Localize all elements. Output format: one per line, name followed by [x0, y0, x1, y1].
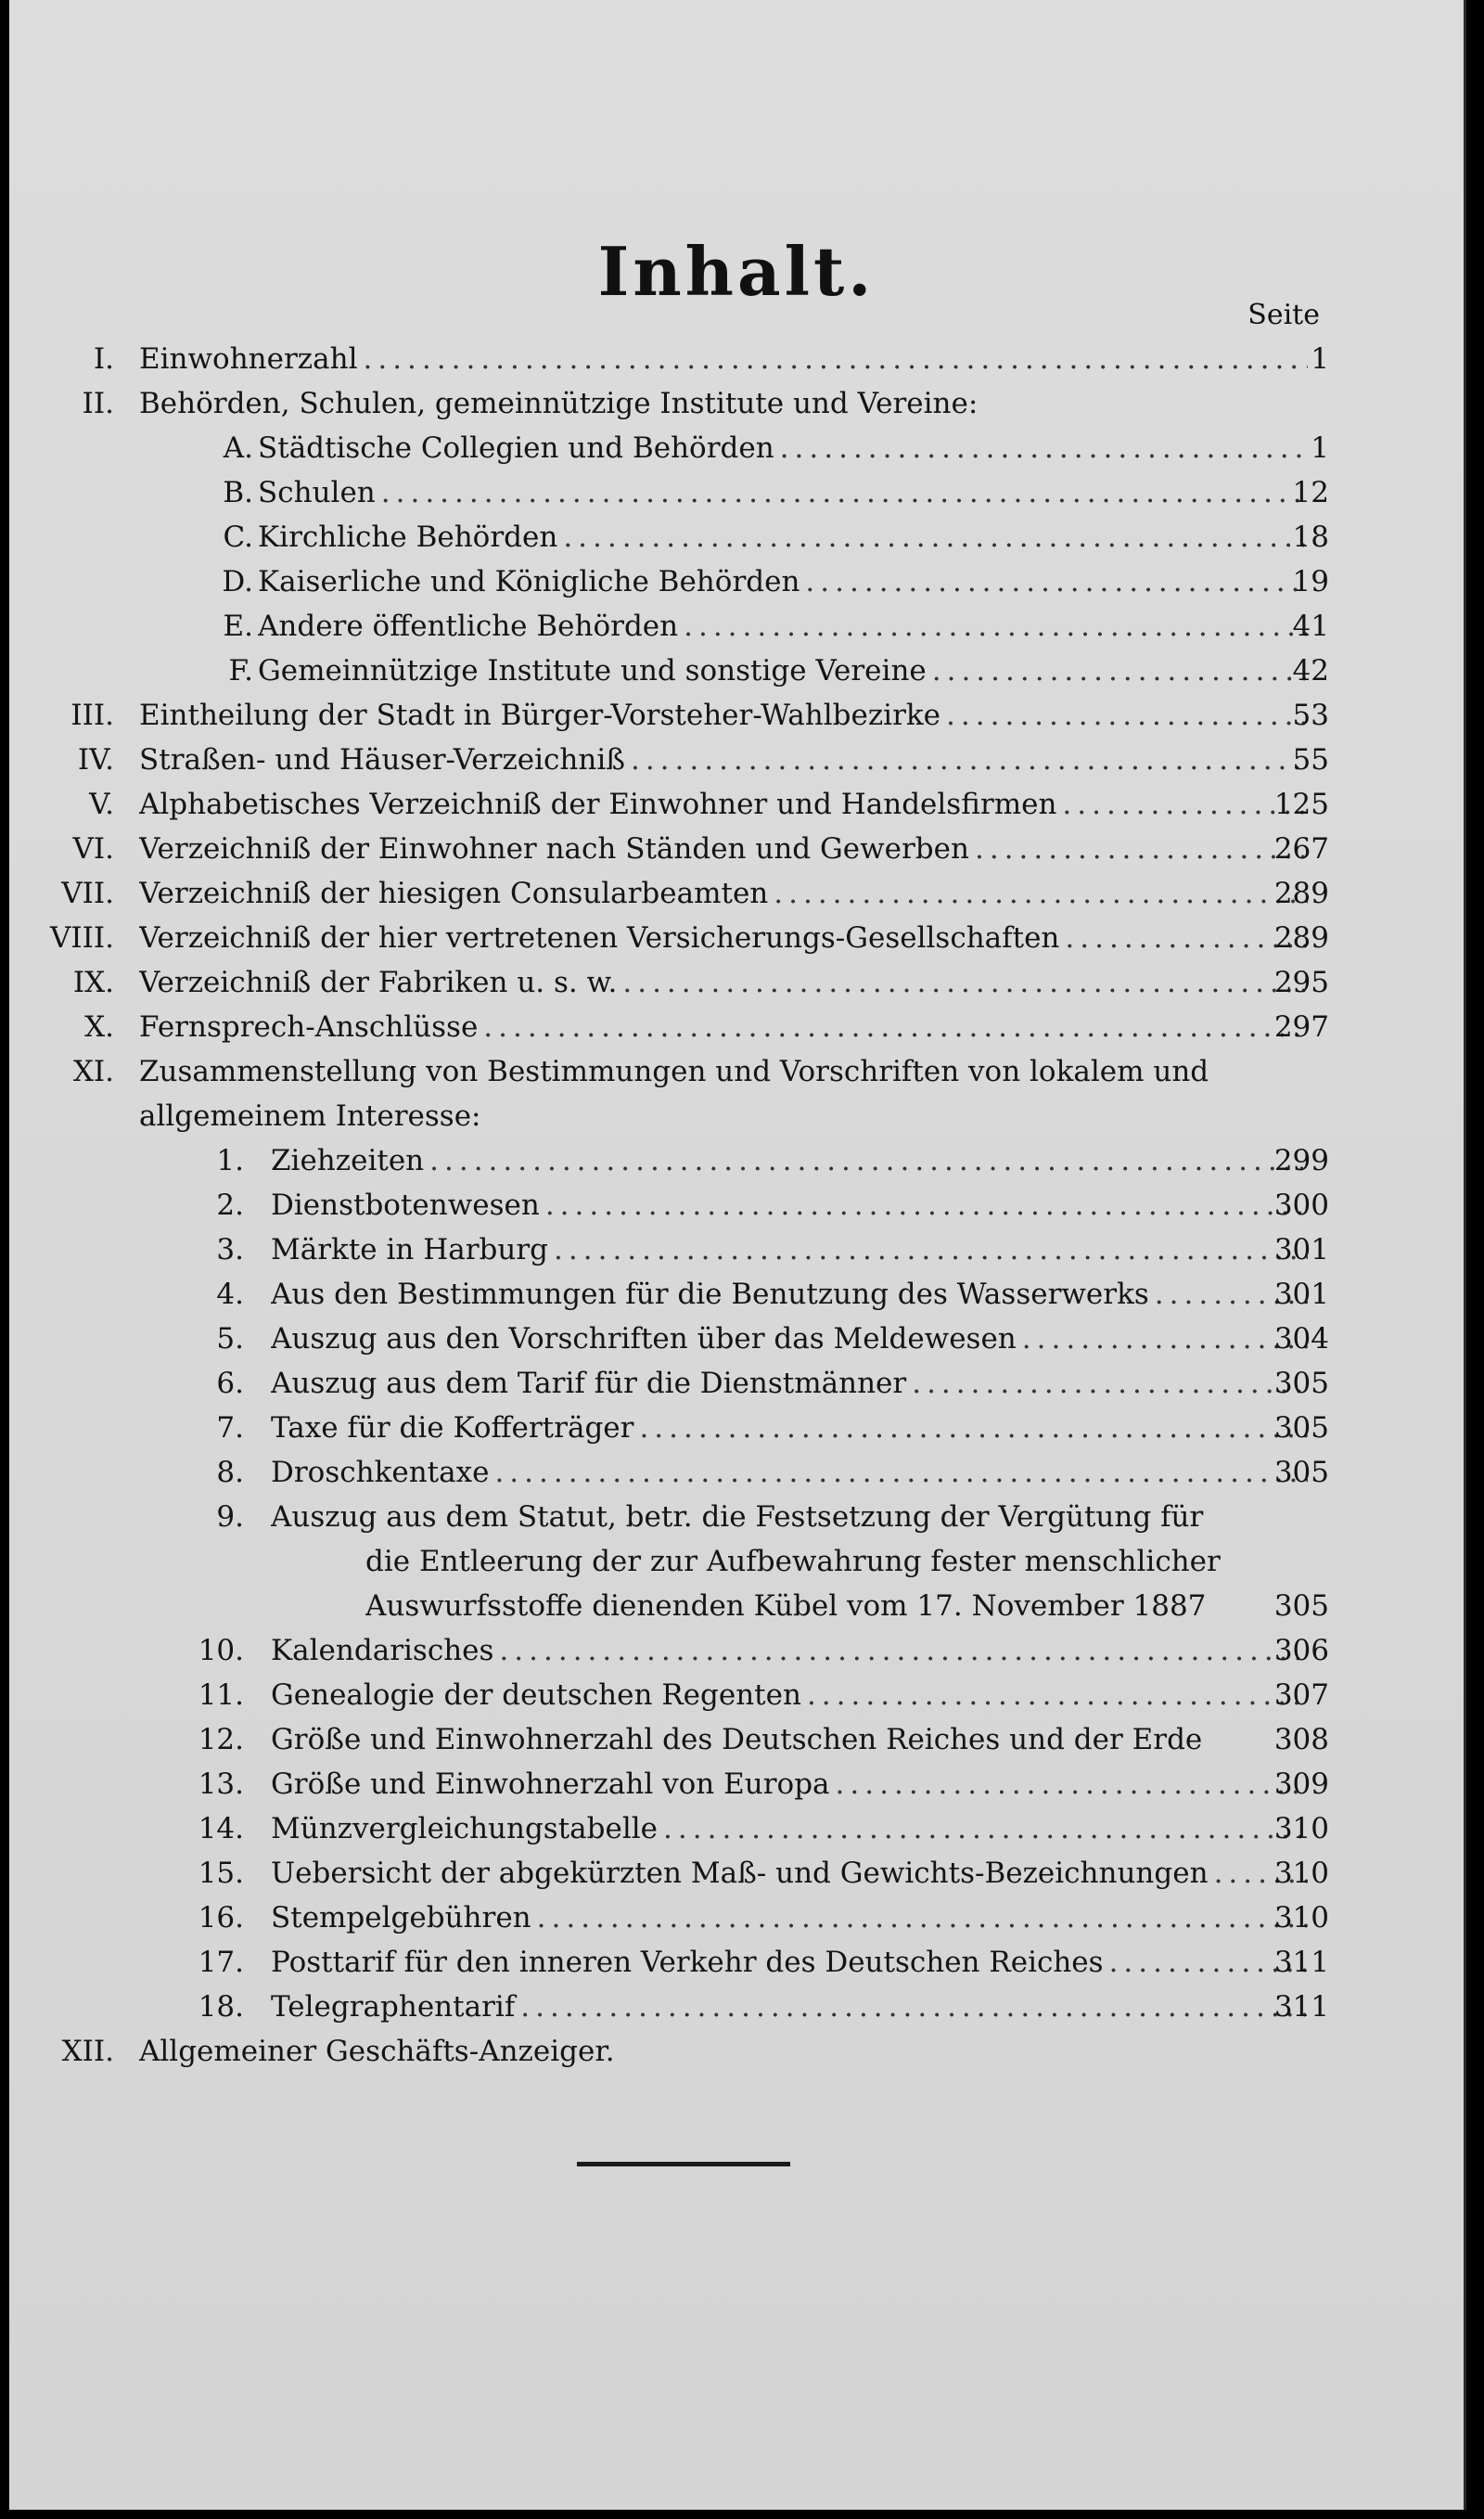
toc-entry-text-wrap [258, 521, 1308, 554]
toc-entry-title: Genealogie der deutschen Regenten [271, 1678, 801, 1712]
toc-entry-title: Märkte in Harburg [271, 1233, 549, 1266]
toc-entry-text-wrap [139, 921, 1308, 955]
document-page [9, 0, 1466, 2510]
toc-entry [9, 1407, 1464, 1452]
toc-entry-page: 310 [1273, 1812, 1329, 1845]
toc-entry-page: 55 [1292, 743, 1329, 777]
dot-leader [483, 1010, 1308, 1044]
toc-entry-text-wrap [258, 476, 1308, 509]
toc-entry-page: 311 [1273, 1990, 1329, 2024]
toc-entry-page: 289 [1273, 921, 1329, 955]
toc-entry-title: Verzeichniß der Fabriken u. s. w. [139, 966, 618, 999]
dot-leader [932, 654, 1308, 688]
toc-entry [9, 472, 1464, 517]
toc-entry-number: I. [93, 342, 114, 376]
toc-entry-text-wrap [271, 1723, 1308, 1756]
dot-leader [684, 610, 1308, 643]
toc-entry-text-wrap [139, 1099, 1308, 1133]
toc-entry-number: XII. [61, 2035, 114, 2068]
toc-entry-number: IX. [72, 966, 114, 999]
toc-entry [9, 1630, 1464, 1675]
dot-leader [563, 521, 1308, 554]
toc-entry-text-wrap [365, 1589, 1308, 1623]
table-of-contents [9, 339, 1464, 2076]
toc-entry-title: Kaiserliche und Königliche Behörden [258, 565, 800, 598]
toc-entry-number: A. [223, 431, 253, 465]
toc-entry [9, 739, 1464, 784]
toc-entry-page: 12 [1292, 476, 1329, 509]
toc-entry-page: 301 [1273, 1278, 1329, 1311]
toc-entry-text-wrap [139, 743, 1308, 777]
toc-entry-number: 16. [198, 1901, 244, 1934]
toc-entry-text-wrap [258, 431, 1308, 465]
toc-entry-title: Städtische Collegien und Behörden [258, 431, 774, 465]
toc-entry-page: 300 [1273, 1189, 1329, 1222]
toc-entry-number: 1. [216, 1144, 244, 1177]
toc-entry-title: Schulen [258, 476, 376, 509]
dot-leader [639, 1411, 1308, 1445]
toc-entry-text-wrap [271, 1456, 1308, 1489]
toc-entry-page: 41 [1292, 610, 1329, 643]
dot-leader [631, 743, 1308, 777]
toc-entry-page: 307 [1273, 1678, 1329, 1712]
toc-entry-text-wrap [139, 2035, 1308, 2068]
toc-entry [9, 1497, 1464, 1541]
toc-entry [9, 650, 1464, 695]
toc-entry-page: 309 [1273, 1767, 1329, 1801]
page-column-header: Seite [1247, 299, 1320, 331]
toc-entry [9, 1185, 1464, 1229]
toc-entry [9, 383, 1464, 428]
toc-entry [9, 1986, 1464, 2031]
toc-entry-number: 14. [198, 1812, 244, 1845]
toc-entry [9, 784, 1464, 829]
toc-entry-number: XI. [72, 1055, 114, 1088]
toc-entry-title: Allgemeiner Geschäfts-Anzeiger. [139, 2035, 615, 2068]
toc-entry-title: Posttarif für den inneren Verkehr des Deutschen Reiches [271, 1946, 1104, 1979]
toc-entry-title: Uebersicht der abgekürzten Maß- und Gewichts-Bezeichnungen [271, 1857, 1209, 1890]
toc-entry [9, 829, 1464, 873]
toc-entry [9, 1096, 1464, 1140]
toc-entry-title: Straßen- und Häuser-Verzeichniß [139, 743, 625, 777]
toc-entry-page: 305 [1273, 1411, 1329, 1445]
dot-leader [622, 966, 1308, 999]
toc-entry [9, 1541, 1464, 1586]
toc-entry-number: 5. [216, 1322, 244, 1356]
toc-entry-title: Auswurfsstoffe dienenden Kübel vom 17. November 1887 [365, 1589, 1207, 1623]
toc-entry-text-wrap [271, 1678, 1308, 1712]
toc-entry [9, 561, 1464, 606]
toc-entry [9, 962, 1464, 1007]
dot-leader [554, 1233, 1308, 1266]
toc-entry-number: 3. [216, 1233, 244, 1266]
toc-entry-title: Kirchliche Behörden [258, 521, 558, 554]
toc-entry-page: 305 [1273, 1456, 1329, 1489]
toc-entry-title: Eintheilung der Stadt in Bürger-Vorsteher-Wahlbezirke [139, 699, 941, 732]
toc-entry-text-wrap [271, 1812, 1308, 1845]
toc-entry-title: Münzvergleichungstabelle [271, 1812, 659, 1845]
dot-leader [912, 1367, 1308, 1400]
toc-entry-text-wrap [271, 1634, 1308, 1667]
toc-entry-number: IV. [77, 743, 114, 777]
toc-entry-text-wrap [271, 1767, 1308, 1801]
toc-entry-number: 15. [198, 1857, 244, 1890]
toc-entry-title: Fernsprech-Anschlüsse [139, 1010, 479, 1044]
toc-entry-page: 310 [1273, 1901, 1329, 1934]
dot-leader [364, 342, 1309, 376]
toc-entry-number: III. [70, 699, 114, 732]
toc-entry-page: 267 [1273, 832, 1329, 866]
toc-entry-text-wrap [271, 1367, 1308, 1400]
dot-leader [537, 1901, 1308, 1934]
toc-entry-number: VI. [72, 832, 114, 866]
toc-entry-number: 18. [198, 1990, 244, 2024]
toc-entry-title: Telegraphentarif [271, 1990, 516, 2024]
toc-entry-title: Einwohnerzahl [139, 342, 358, 376]
toc-entry-title: Auszug aus dem Tarif für die Dienstmänner [271, 1367, 907, 1400]
toc-entry [9, 1808, 1464, 1853]
toc-entry-number: II. [82, 387, 114, 420]
toc-entry-page: 289 [1273, 877, 1329, 910]
dot-leader [663, 1812, 1308, 1845]
toc-entry-page: 125 [1273, 788, 1329, 821]
toc-entry [9, 873, 1464, 918]
toc-entry-page: 299 [1273, 1144, 1329, 1177]
dot-leader [381, 476, 1308, 509]
toc-entry-title: Droschkentaxe [271, 1456, 490, 1489]
toc-entry-text-wrap [139, 342, 1308, 376]
toc-entry-number: 11. [198, 1678, 244, 1712]
toc-entry-text-wrap [271, 1946, 1308, 1979]
toc-entry-title: Ziehzeiten [271, 1144, 425, 1177]
toc-entry [9, 1764, 1464, 1808]
toc-entry-page: 305 [1273, 1367, 1329, 1400]
dot-leader [946, 699, 1308, 732]
dot-leader [499, 1634, 1308, 1667]
toc-entry-number: F. [228, 654, 253, 688]
toc-entry-text-wrap [139, 699, 1308, 732]
toc-entry-text-wrap [139, 1010, 1308, 1044]
toc-entry-number: 8. [216, 1456, 244, 1489]
toc-entry [9, 1229, 1464, 1274]
toc-entry [9, 1140, 1464, 1185]
toc-entry [9, 339, 1464, 383]
toc-entry-title: Alphabetisches Verzeichniß der Einwohner und Handelsfirmen [139, 788, 1057, 821]
toc-entry [9, 1853, 1464, 1897]
toc-entry-page: 53 [1292, 699, 1329, 732]
toc-entry-page: 301 [1273, 1233, 1329, 1266]
toc-entry-text-wrap [365, 1545, 1308, 1578]
closing-rule [577, 2162, 790, 2166]
dot-leader [429, 1144, 1308, 1177]
toc-entry-number: 4. [216, 1278, 244, 1311]
toc-entry [9, 1274, 1464, 1318]
toc-entry [9, 606, 1464, 650]
toc-entry [9, 428, 1464, 472]
toc-entry-text-wrap [271, 1233, 1308, 1266]
toc-entry [9, 1007, 1464, 1051]
toc-entry-number: 13. [198, 1767, 244, 1801]
toc-entry-number: VIII. [50, 921, 114, 955]
dot-leader [805, 565, 1308, 598]
toc-entry [9, 1452, 1464, 1497]
toc-entry-title: Größe und Einwohnerzahl des Deutschen Reiches und der Erde [271, 1723, 1203, 1756]
toc-entry-page: 305 [1273, 1589, 1329, 1623]
toc-entry-number: 7. [216, 1411, 244, 1445]
toc-entry-title: Kalendarisches [271, 1634, 494, 1667]
toc-entry-title: allgemeinem Interesse: [139, 1099, 481, 1133]
toc-entry-page: 19 [1292, 565, 1329, 598]
dot-leader [520, 1990, 1308, 2024]
toc-entry [9, 1051, 1464, 1096]
toc-entry-title: Verzeichniß der hier vertretenen Versicherungs-Gesellschaften [139, 921, 1060, 955]
toc-entry-number: 6. [216, 1367, 244, 1400]
toc-entry-text-wrap [139, 877, 1308, 910]
toc-entry-page: 1 [1311, 342, 1329, 376]
toc-entry-title: Zusammenstellung von Bestimmungen und Vorschriften von lokalem und [139, 1055, 1209, 1088]
toc-entry-page: 18 [1292, 521, 1329, 554]
toc-entry-text-wrap [271, 1500, 1308, 1534]
toc-entry-text-wrap [271, 1278, 1308, 1311]
toc-entry-text-wrap [271, 1411, 1308, 1445]
dot-leader [774, 877, 1308, 910]
toc-entry-page: 306 [1273, 1634, 1329, 1667]
toc-entry-title: Behörden, Schulen, gemeinnützige Institute und Vereine: [139, 387, 979, 420]
toc-entry [9, 1363, 1464, 1407]
toc-entry-text-wrap [139, 387, 1308, 420]
toc-entry-title: Dienstbotenwesen [271, 1189, 540, 1222]
toc-entry-page: 308 [1273, 1723, 1329, 1756]
page-title: Inhalt. [597, 232, 876, 311]
toc-entry-page: 42 [1292, 654, 1329, 688]
toc-entry [9, 1586, 1464, 1630]
toc-entry-text-wrap [271, 1990, 1308, 2024]
toc-entry-title: Auszug aus dem Statut, betr. die Festsetzung der Vergütung für [271, 1500, 1204, 1534]
toc-entry [9, 1897, 1464, 1942]
toc-entry-title: Andere öffentliche Behörden [258, 610, 679, 643]
toc-entry [9, 517, 1464, 561]
toc-entry-text-wrap [139, 966, 1308, 999]
toc-entry-text-wrap [139, 1055, 1308, 1088]
toc-entry-text-wrap [258, 654, 1308, 688]
toc-entry-number: 2. [216, 1189, 244, 1222]
toc-entry-text-wrap [258, 610, 1308, 643]
toc-entry [9, 918, 1464, 962]
toc-entry-number: E. [223, 610, 253, 643]
toc-entry-page: 304 [1273, 1322, 1329, 1356]
toc-entry-number: B. [223, 476, 253, 509]
toc-entry-title: Größe und Einwohnerzahl von Europa [271, 1767, 830, 1801]
toc-entry-text-wrap [271, 1189, 1308, 1222]
dot-leader [780, 431, 1308, 465]
dot-leader [545, 1189, 1308, 1222]
toc-entry-title: Stempelgebühren [271, 1901, 531, 1934]
toc-entry-page: 311 [1273, 1946, 1329, 1979]
toc-entry [9, 1719, 1464, 1764]
toc-entry-text-wrap [139, 788, 1308, 821]
dot-leader [836, 1767, 1308, 1801]
toc-entry-number: D. [222, 565, 253, 598]
toc-entry [9, 695, 1464, 739]
toc-entry-title: Auszug aus den Vorschriften über das Meldewesen [271, 1322, 1017, 1356]
toc-entry-title: Aus den Bestimmungen für die Benutzung des Wasserwerks [271, 1278, 1149, 1311]
toc-entry-number: V. [89, 788, 114, 821]
toc-entry-text-wrap [271, 1322, 1308, 1356]
toc-entry-title: Gemeinnützige Institute und sonstige Vereine [258, 654, 927, 688]
toc-entry [9, 1942, 1464, 1986]
toc-entry-page: 295 [1273, 966, 1329, 999]
toc-entry-number: 9. [216, 1500, 244, 1534]
dot-leader [494, 1456, 1308, 1489]
toc-entry [9, 1318, 1464, 1363]
toc-entry-text-wrap [139, 832, 1308, 866]
toc-entry [9, 1675, 1464, 1719]
toc-entry-number: C. [223, 521, 253, 554]
toc-entry-number: 17. [198, 1946, 244, 1979]
toc-entry-page: 310 [1273, 1857, 1329, 1890]
toc-entry-page: 297 [1273, 1010, 1329, 1044]
toc-entry-number: 10. [198, 1634, 244, 1667]
toc-entry-number: VII. [61, 877, 114, 910]
toc-entry-title: Taxe für die Kofferträger [271, 1411, 634, 1445]
toc-entry-title: die Entleerung der zur Aufbewahrung fester menschlicher [365, 1545, 1221, 1578]
toc-entry-page: 1 [1311, 431, 1329, 465]
toc-entry-text-wrap [271, 1144, 1308, 1177]
toc-entry-number: 12. [198, 1723, 244, 1756]
toc-entry-number: X. [84, 1010, 114, 1044]
dot-leader [807, 1678, 1308, 1712]
toc-entry-text-wrap [271, 1857, 1308, 1890]
toc-entry-title: Verzeichniß der Einwohner nach Ständen und Gewerben [139, 832, 969, 866]
toc-entry-text-wrap [258, 565, 1308, 598]
toc-entry-title: Verzeichniß der hiesigen Consularbeamten [139, 877, 769, 910]
toc-entry-text-wrap [271, 1901, 1308, 1934]
toc-entry [9, 2031, 1464, 2076]
